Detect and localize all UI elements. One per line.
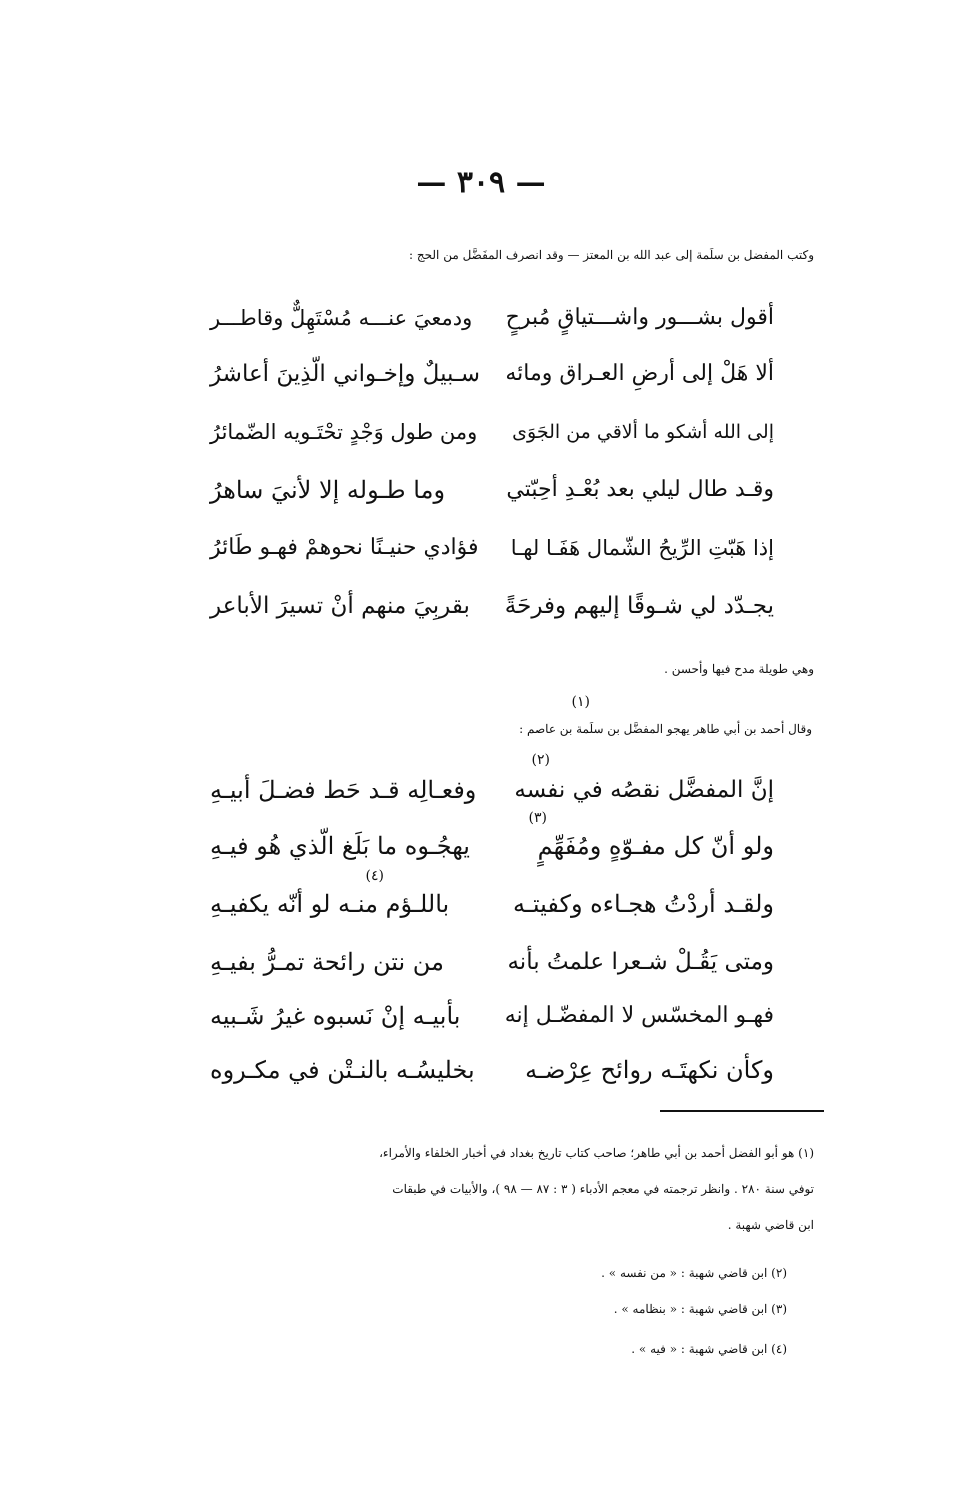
first-hemistich: فهـو المخسّس لا المفضّـل إنه	[504, 1003, 774, 1028]
verse-line	[0, 528, 962, 568]
footnote-line: (٤) ابن قاضي شهبة : « فيه » .	[631, 1342, 787, 1356]
poem-1-comment: وهي طويلة مدح فيها وأحسن .	[664, 662, 814, 676]
first-hemistich: إنَّ المفضَّل نقصُه في نفسه	[514, 777, 774, 803]
footnote-line: (٣) ابن قاضي شهبة : « بنظامه » .	[613, 1302, 787, 1316]
footnote-marker: (٢)	[531, 752, 550, 768]
page-number: — ٣٠٩ —	[416, 165, 546, 200]
second-hemistich: وما طـوله إلا لأنيَ ساهرُ	[210, 476, 446, 504]
first-hemistich: إذا هَبّتِ الرِّيحُ الشّمال هَفَـا لهـا	[510, 536, 774, 560]
verse-line	[0, 354, 962, 394]
second-hemistich: ودمعيَ عنـــه مُسْتَهِلٌّ وقاطـــر	[210, 306, 473, 330]
footnote-line: (٢) ابن قاضي شهبة : « من نفسه » .	[601, 1266, 787, 1280]
first-hemistich: وقـد طال ليلي بعد بُعْـدِ أحِبّتي	[506, 477, 774, 502]
verse-line	[0, 942, 962, 982]
first-hemistich: ومتى يَقُـلْ شـعرا علمتُ بأنه	[507, 949, 774, 975]
second-hemistich: بأبيـه إنْ نَسبوه غيرُ شَـبيه	[210, 1002, 461, 1030]
second-hemistich: باللـؤم منـه لو أنّه يكفيـهِ	[210, 890, 450, 918]
first-hemistich: ولو أنّ كل مفـوّهٍ ومُفَهِّمٍ	[537, 832, 774, 860]
verse-line	[0, 884, 962, 924]
second-hemistich: بخليسُـه بالنـتْن في مكـروه	[210, 1056, 475, 1084]
verse-line	[0, 826, 962, 866]
verse-line	[0, 586, 962, 626]
first-hemistich: إلى الله أشكو ما ألاقي من الجَوَى	[512, 421, 774, 443]
verse-line	[0, 996, 962, 1036]
second-hemistich: سـبيلٌ وإخـواني الّذِينَ أعاشرُ	[209, 361, 480, 387]
first-hemistich: ألا هَلْ إلى أرضِ العـراق ومائه	[505, 361, 774, 386]
first-hemistich: أقول بشـــور واشـــتياقٍ مُبرحٍ	[505, 305, 774, 330]
second-hemistich: ومن طول وَجْدٍ تحْتَـويه الضّمائرُ	[210, 420, 478, 444]
footnote-line: ابن قاضي شهبة .	[727, 1218, 814, 1232]
second-hemistich: يهجُـوه ما بَلَغ الّذي هُو فيـهِ	[210, 832, 470, 860]
footnote-line: توفي سنة ٢٨٠ . وانظر ترجمته في معجم الأدباء ( ٣ : ٨٧ — ٩٨ )، والأبيات في طبقات	[392, 1182, 814, 1196]
footnote-marker: (٣)	[528, 810, 547, 826]
verse-line	[0, 412, 962, 452]
verse-line	[0, 470, 962, 510]
second-hemistich: بقربِيَ منهم أنْ تسيرَ الأباعر	[210, 593, 470, 619]
footnote-marker: (١)	[571, 694, 590, 710]
second-hemistich: من نتن رائحة تمـرُّ بفيـهِ	[210, 948, 444, 976]
footnote-marker: (٤)	[365, 868, 384, 884]
first-hemistich: ولقـد أردْتُ هجـاءه وكفيتـه	[513, 890, 774, 918]
verse-line	[0, 1050, 962, 1090]
first-hemistich: يجـدّد لي شـوقًا إليهم وفرحَةً	[504, 593, 774, 619]
second-hemistich: وفعـالِه قـد حَط فضـلَ أبيـهِ	[210, 776, 477, 804]
second-hemistich: فؤادي حنيـنًا نحوهمْ فهـو طَائرُ	[210, 535, 479, 560]
verse-line	[0, 298, 962, 338]
footnote-line: (١) هو أبو الفضل أحمد بن أبي طاهر؛ صاحب كتاب تاريخ بغداد في أخبار الخلفاء والأمراء،	[379, 1146, 814, 1160]
footnote-divider	[660, 1110, 824, 1112]
intro-paragraph: وكتب المفضل بن سلَمة إلى عبد الله بن المعتز — وقد انصرف المفَضَّل من الحج :	[409, 248, 814, 262]
intro-paragraph-2: وقال أحمد بن أبي طاهر يهجو المفضَّل بن سلَمة بن عاصم :	[519, 722, 812, 736]
verse-line	[0, 770, 962, 810]
first-hemistich: وكأن نكهتَـه روائح عِرْضـه	[525, 1056, 774, 1084]
